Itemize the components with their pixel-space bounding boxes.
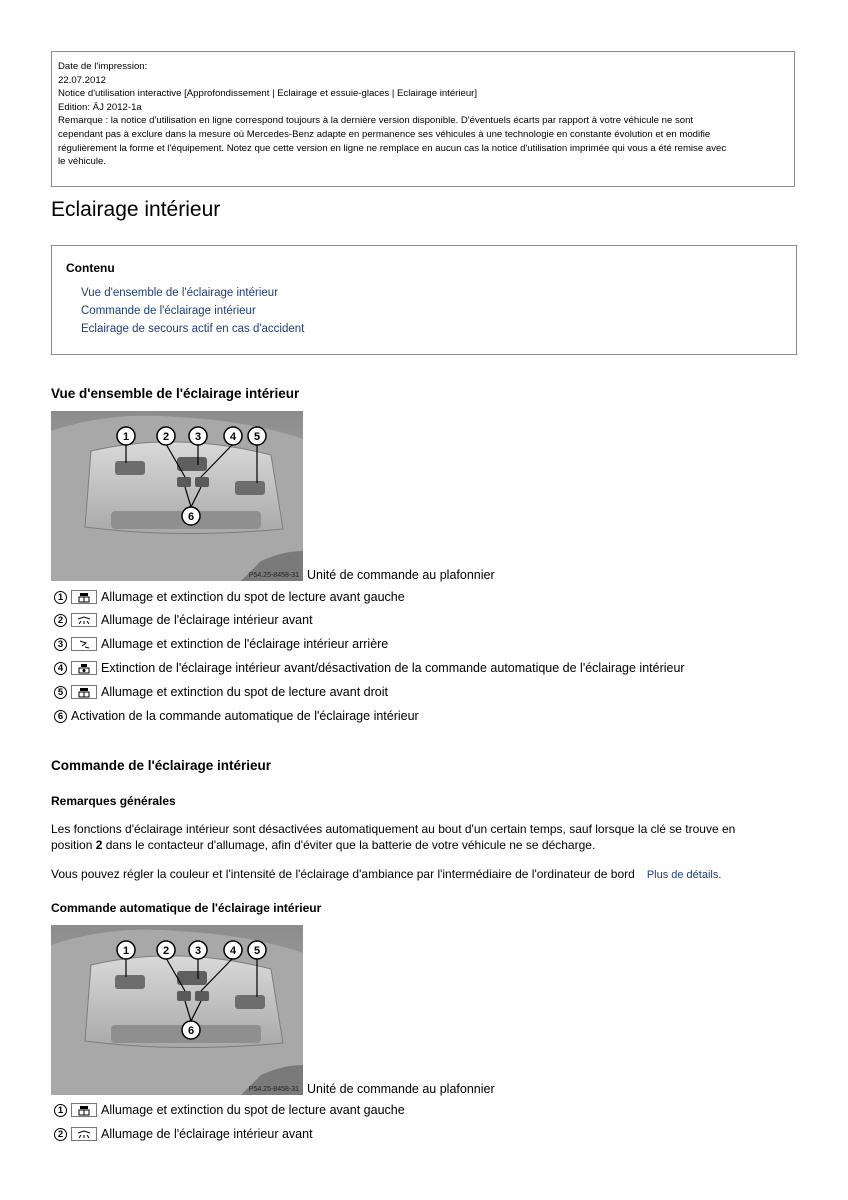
callout-label: 6 <box>187 1025 195 1037</box>
general-remarks-paragraph <box>51 821 791 853</box>
legend-number: 2 <box>54 1128 67 1141</box>
remark-line: cependant pas à exclure dans la mesure où Mercedes-Benz adapte en permanence ses véhicules à une technologie en constante évolution et en modifie <box>58 128 711 140</box>
overhead-control-unit-photo <box>51 925 303 1095</box>
callout-label: 2 <box>162 945 170 957</box>
subsection-title-auto: Commande automatique de l'éclairage intérieur <box>51 901 322 915</box>
rear-interior-light-icon <box>71 637 97 651</box>
callout-label: 5 <box>253 945 261 957</box>
legend-text: Allumage de l'éclairage intérieur avant <box>101 1127 313 1141</box>
callout-label: 1 <box>122 945 130 957</box>
toc-link-emergency[interactable]: Eclairage de secours actif en cas d'accident <box>81 323 305 335</box>
print-date: 22.07.2012 <box>58 74 107 86</box>
legend-number: 1 <box>54 1104 67 1117</box>
photo-caption: Unité de commande au plafonnier <box>307 1082 495 1096</box>
front-interior-light-icon <box>71 613 97 627</box>
remark-line: régulièrement la forme et l'équipement. Notez que cette version en ligne ne remplace en aucun cas la notice d'utilisation imprimée qui vous a été remise avec <box>58 142 727 154</box>
legend-number: 5 <box>54 686 67 699</box>
legend-number: 6 <box>54 710 67 723</box>
ambient-light-paragraph <box>51 866 791 883</box>
callout-label: 4 <box>229 945 237 957</box>
legend-text: Allumage et extinction du spot de lecture avant gauche <box>101 590 405 604</box>
edition: Edition: ÄJ 2012-1a <box>58 101 142 113</box>
legend-item <box>54 707 419 725</box>
legend-text: Activation de la commande automatique de l'éclairage intérieur <box>71 709 419 723</box>
legend-number: 1 <box>54 591 67 604</box>
reading-spot-icon <box>71 590 97 604</box>
legend-item <box>54 659 685 677</box>
page-title: Eclairage intérieur <box>51 198 221 221</box>
section-title-control: Commande de l'éclairage intérieur <box>51 758 272 773</box>
remark-line: le véhicule. <box>58 156 106 168</box>
remark-line: Remarque : la notice d'utilisation en ligne correspond toujours à la dernière version disponible. D'éventuels écarts par rapport à votre véhicule ne sont <box>58 115 694 127</box>
paragraph-text: dans le contacteur d'allumage, afin d'éviter que la batterie de votre véhicule ne se décharge. <box>102 838 596 852</box>
toc-title: Contenu <box>66 261 115 275</box>
legend-item <box>54 1101 405 1119</box>
paragraph-text: Vous pouvez régler la couleur et l'intensité de l'éclairage d'ambiance par l'intermédiaire de l'ordinateur de bord <box>51 867 635 881</box>
callout-label: 3 <box>194 431 202 443</box>
photo-code: P54.25-8458-31 <box>248 572 299 579</box>
reading-spot-icon <box>71 685 97 699</box>
more-details-link[interactable]: Plus de détails. <box>646 869 722 881</box>
callout-label: 6 <box>187 511 195 523</box>
legend-item <box>54 635 388 653</box>
print-info-box <box>51 51 795 187</box>
breadcrumb: Notice d'utilisation interactive [Approfondissement | Eclairage et essuie-glaces | Eclairage intérieur] <box>58 88 478 100</box>
legend-item <box>54 588 405 606</box>
legend-text: Allumage et extinction du spot de lecture avant gauche <box>101 1103 405 1117</box>
subsection-title-general: Remarques générales <box>51 794 176 808</box>
legend-number: 3 <box>54 638 67 651</box>
toc-link-control[interactable]: Commande de l'éclairage intérieur <box>81 305 256 317</box>
callout-label: 1 <box>122 431 130 443</box>
front-interior-light-icon <box>71 1127 97 1141</box>
callout-label: 5 <box>253 431 261 443</box>
photo-code: P54.25-8458-31 <box>248 1086 299 1093</box>
paragraph-text: position <box>51 838 96 852</box>
legend-item <box>54 1125 313 1143</box>
legend-text: Allumage et extinction de l'éclairage intérieur arrière <box>101 637 389 651</box>
section-title-overview: Vue d'ensemble de l'éclairage intérieur <box>51 386 300 401</box>
legend-text: Allumage de l'éclairage intérieur avant <box>101 613 313 627</box>
toc-link-overview[interactable]: Vue d'ensemble de l'éclairage intérieur <box>81 287 279 299</box>
legend-number: 4 <box>54 662 67 675</box>
overhead-control-unit-photo <box>51 411 303 581</box>
legend-text: Extinction de l'éclairage intérieur avant/désactivation de la commande automatique de l'éclairage intérieur <box>101 661 685 675</box>
key-position-number: 2 <box>95 838 103 852</box>
interior-light-off-icon <box>71 661 97 675</box>
paragraph-line: Les fonctions d'éclairage intérieur sont désactivées automatiquement au bout d'un certain temps, sauf lorsque la clé se trouve en <box>51 822 736 836</box>
print-date-label: Date de l'impression: <box>58 61 148 72</box>
callout-label: 4 <box>229 431 237 443</box>
legend-item <box>54 683 388 701</box>
callout-label: 2 <box>162 431 170 443</box>
legend-text: Allumage et extinction du spot de lecture avant droit <box>101 685 388 699</box>
toc-box <box>51 245 797 355</box>
legend-number: 2 <box>54 614 67 627</box>
reading-spot-icon <box>71 1103 97 1117</box>
legend-item <box>54 611 313 629</box>
callout-label: 3 <box>194 945 202 957</box>
photo-caption: Unité de commande au plafonnier <box>307 568 495 582</box>
